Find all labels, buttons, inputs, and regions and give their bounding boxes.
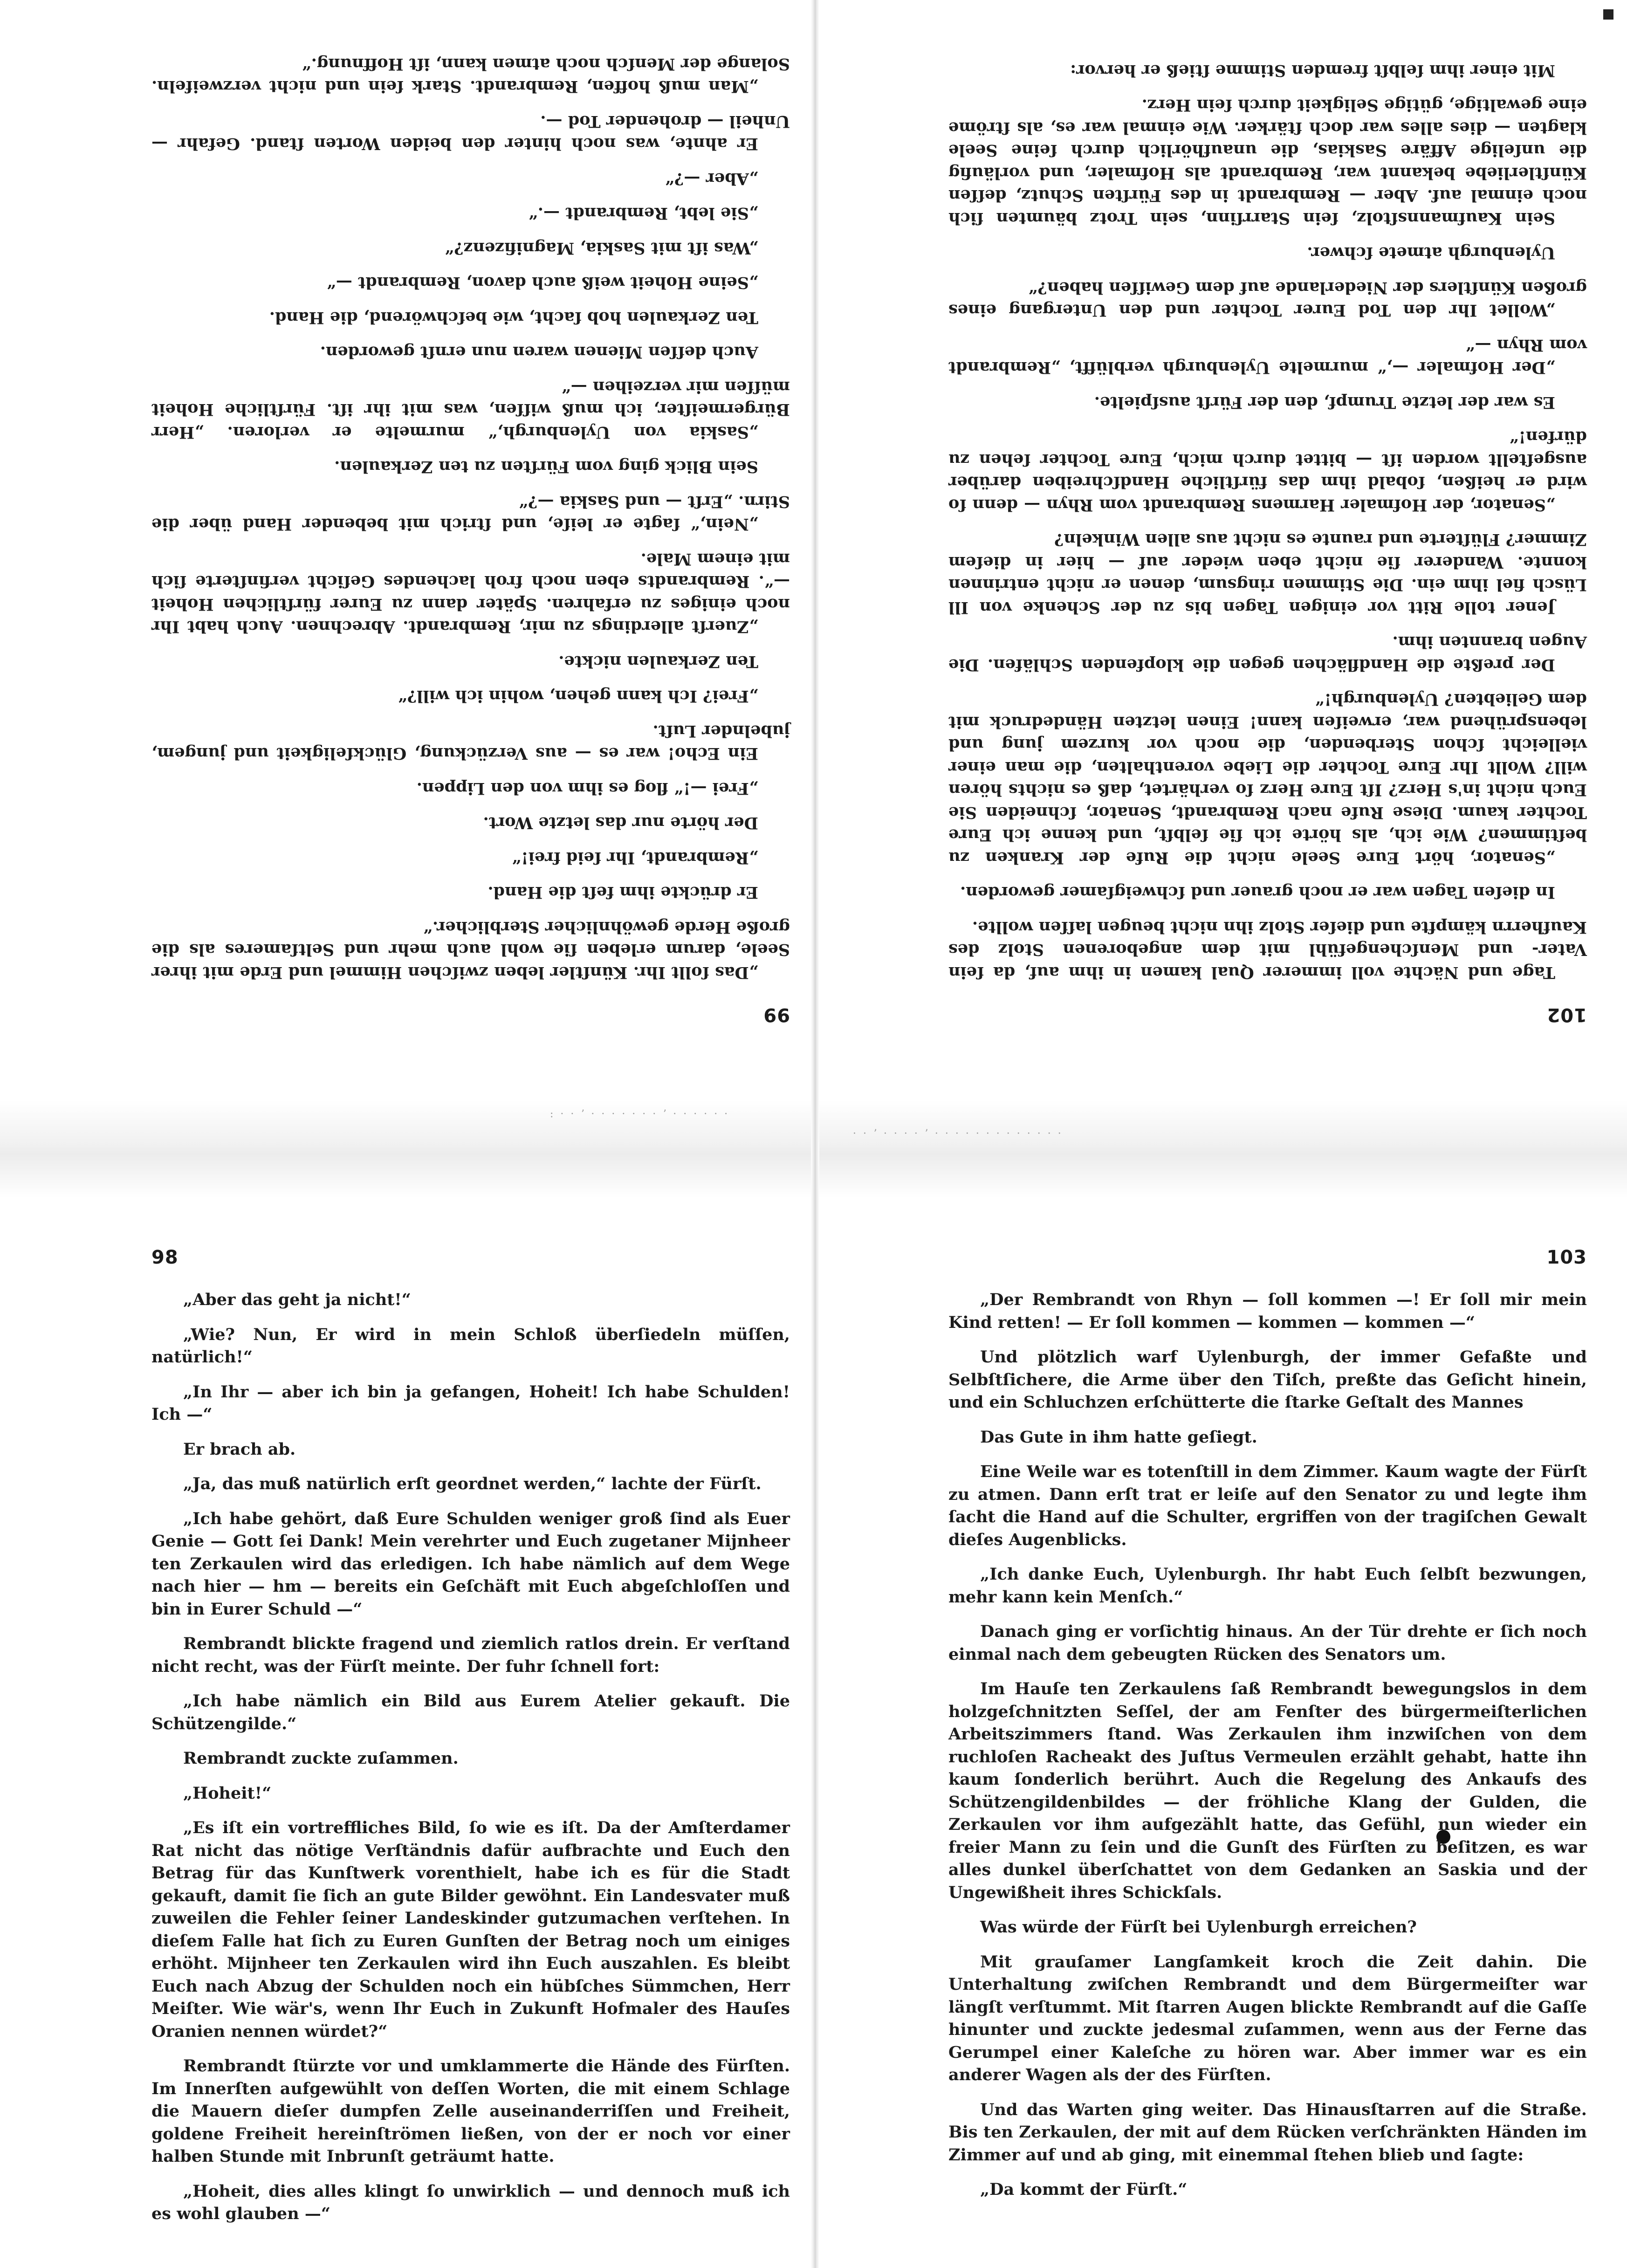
page-top-right <box>948 61 1587 1025</box>
page-bottom-right <box>948 1247 1587 2199</box>
paragraph: Mit einer ihm ſelbſt fremden Stimme ſtieß er hervor: <box>1070 61 1555 80</box>
paragraph: „Der Hofmaler —,“ murmelte Uylenburgh verblüfft, „Rembrandt vom Rhyn —“ <box>948 336 1587 378</box>
paragraph: Danach ging er vorſichtig hinaus. An der Tür drehte er ſich noch einmal nach dem gebeugten Rücken des Senators um. <box>948 1622 1587 1664</box>
paragraph: „Wie? Nun, Er wird in mein Schloß überſiedeln müſſen, natürlich!“ <box>151 1325 790 1367</box>
page-number: 102 <box>1546 1004 1587 1025</box>
paragraph: „Aber das geht ja nicht!“ <box>183 1290 411 1309</box>
paragraph: „Man muß hoffen, Rembrandt. Stark ſein und nicht verzweifeln. Solange der Menſch noch atmen kann, iſt Hoffnung.“ <box>151 55 790 96</box>
paragraph: „Senator, der Hofmaler Harmens Rembrandt vom Rhyn — denn ſo wird er heißen, ſobald ihm das fürſtliche Handſchreiben darüber ausgeſtellt worden iſt — bittet durch mich, Eure Tochter ſehen zu dürfen!“ <box>948 427 1587 515</box>
page-number: 103 <box>1546 1247 1587 1268</box>
paragraph: „Ich habe gehört, daß Eure Schulden weniger groß ſind als Euer Genie — Gott ſei Dank! Mein verehrter und Euch zugetaner Mijnheer ten Zerkaulen wird das erledigen. Ich habe nämlich auf dem Wege nach hier — hm — bereits ein Geſchäft mit Euch abgeſchloſſen und bin in Eurer Schuld —“ <box>151 1509 790 1619</box>
paragraph: „Der Rembrandt von Rhyn — ſoll kommen —! Er ſoll mir mein Kind retten! — Er ſoll kommen — kommen — kommen —“ <box>948 1290 1587 1332</box>
paragraph: „Das ſollt Ihr. Künſtler leben zwiſchen Himmel und Erde mit ihrer Seele, darum erleben ſie wohl auch mehr und Seltſameres als die große Herde gewöhnlicher Sterblicher.“ <box>151 918 790 982</box>
paragraph: „Senator, hört Eure Seele nicht die Rufe der Kranken zu beſtimmen? Wie ich, als hörte ich ſie ſelbſt, und kenne ich Eure Tochter kaum. Diese Rufe nach Rembrandt, Senator, ſchneiden Sie Euch nicht in's Herz? Iſt Eure Herz ſo verhärtet, daß es nichts hören will? Wollt Ihr Eure Tochter die Liebe vorenthalten, die man einer vielleicht ſchon Sterbenden, die noch vor kurzem jung und lebensprühend war, erweiſen kann! Einen letzten Händedruck mit dem Geliebten? Uylenburgh!“ <box>948 690 1587 867</box>
paragraph: Im Hauſe ten Zerkaulens ſaß Rembrandt bewegungslos in dem holzgeſchnitzten Seſſel, der am Fenſter des bürgermeiſterlichen Arbeitszimmers ſtand. Was Zerkaulen ihm inzwiſchen von dem ruchloſen Racheakt des Juſtus Vermeulen erzählt gehabt, hatte ihn kaum ſonderlich berührt. Auch die Regelung des Ankaufs des Schützengildenbildes — der fröhliche Klang der Gulden, die Zerkaulen vor ihm aufgezählt hatte, das Gefühl, nun wieder ein freier Mann zu ſein und die Gunſt des Fürſten zu beſitzen, es war alles dunkel überſchattet von dem Gedanken an Saskia und der Ungewißheit ihres Schickſals. <box>948 1679 1587 1902</box>
paragraph: „Sie lebt, Rembrandt —.“ <box>528 204 758 223</box>
paragraph: Rembrandt blickte fragend und ziemlich ratlos drein. Er verſtand nicht recht, was der Fürſt meinte. Der fuhr ſchnell fort: <box>151 1634 790 1676</box>
paragraph: Er drückte ihm feſt die Hand. <box>487 883 758 902</box>
page-body <box>151 1289 790 2238</box>
paragraph: Rembrandt ſtürzte vor und umklammerte die Hände des Fürſten. Im Innerſten aufgewühlt von deſſen Worten, die mit einem Schlage die Mauern dieſer dumpfen Zelle auseinanderriſſen und Freiheit, goldene Freiheit hereinſtrömen ließen, von der er noch vor einer halben Stunde mit Inbrunſt geträumt hatte. <box>151 2056 790 2166</box>
paragraph: „Saskia von Uylenburgh,“ murmelte er verloren. „Herr Bürgermeiſter, ich muß wiſſen, was mit ihr iſt. Fürſtliche Hoheit müſſen mir verzeihen —“ <box>151 378 790 442</box>
paragraph: In dieſen Tagen war er noch grauer und ſchweigſamer geworden. <box>960 883 1555 902</box>
paragraph: Jener tolle Ritt vor einigen Tagen bis zu der Schenke von Ill Lüsch fiel ihm ein. Die Stimmen ringsum, denen er nicht entrinnen konnte. Wanderer ſie nicht eben wieder auf — hier in dieſem Zimmer? Flüſterte und raunte es nicht aus allen Winkeln? <box>948 530 1587 617</box>
page-top-left <box>151 55 790 1025</box>
paragraph: Ten Zerkaulen hob ſacht, wie beſchwörend, die Hand. <box>269 308 758 327</box>
paragraph: „Es iſt ein vortreffliches Bild, ſo wie es iſt. Da der Amſterdamer Rat nicht das nötige Verſtändnis dafür aufbrachte und Euch den Betrag für das Kunſtwerk vorenthielt, habe ich es für die Stadt gekauft, damit ſie ſich an gute Bilder gewöhnt. Ein Landesvater muß zuweilen die Fehler ſeiner Landeskinder gutzumachen verſtehen. In dieſem Falle hat ſich zu Euren Gunſten der Betrag noch um einiges erhöht. Mijnheer ten Zerkaulen wird ihn Euch auszahlen. Es bleibt Euch nach Abzug der Schulden noch ein hübſches Sümmchen, Herr Meiſter. Wie wär's, wenn Ihr Euch in Zukunft Hofmaler des Hauſes Oranien nennen würdet?“ <box>151 1818 790 2041</box>
page-bottom-left <box>151 1247 790 2223</box>
paragraph: „Aber —?“ <box>665 169 758 188</box>
corner-mark <box>1603 9 1613 20</box>
paragraph: Der preßte die Handflächen gegen die klopfenden Schläfen. Die Augen brannten ihm. <box>948 632 1587 674</box>
paragraph: „Wollet Ihr den Tod Eurer Tochter und den Untergang eines großen Künſtlers der Niederlande auf dem Gewiſſen haben?“ <box>948 278 1587 320</box>
paragraph: „Hoheit, dies alles klingt ſo unwirklich — und dennoch muß ich es wohl glauben —“ <box>151 2181 790 2223</box>
paragraph: Und plötzlich warf Uylenburgh, der immer Gefaßte und Selbſtſichere, die Arme über den Tiſch, preßte das Geſicht hinein, und ein Schluchzen erſchütterte die ſtarke Geſtalt des Mannes <box>948 1347 1587 1412</box>
vertical-fold <box>811 0 819 2268</box>
paragraph: Sein Kaufmannsſtolz, ſein Starrſinn, sein Trotz bäumten ſich noch einmal auf. Aber — Rembrandt in des Fürſten Schutz, deſſen Künſtlerliebe bekannt war, Rembrandt als Hofmaler, und vorläufig die unſelige Affäre Saskias, die unaufhörlich durch ſeine Seele klagten — dies alles war doch ſtärker. Wie einmal war es, als ſtröme eine gewaltige, gütige Seligkeit durch ſein Herz. <box>948 96 1587 228</box>
paragraph: Mit grauſamer Langſamkeit kroch die Zeit dahin. Die Unterhaltung zwiſchen Rembrandt und dem Bürgermeiſter war längſt verſtummt. Mit ſtarren Augen blickte Rembrandt auf die Gaſſe hinunter und zuckte jedesmal zuſammen, wenn aus der Ferne das Gerumpel einer Kaleſche zu hören war. Aber immer war es ein anderer Wagen als der des Fürſten. <box>948 1952 1587 2084</box>
page-number: 98 <box>151 1247 178 1268</box>
paragraph: Ten Zerkaulen nickte. <box>558 652 758 671</box>
paragraph: „Rembrandt, Ihr ſeid frei!“ <box>512 848 758 867</box>
paragraph: „Nein,“ ſagte er leiſe, und ſtrich mit bebender Hand über die Stirn. „Erſt — und Saskia —?“ <box>151 492 790 534</box>
bleed-through-text: : · · ʼ · · · · · · · ʼ · · · · · · <box>550 1108 730 1120</box>
paragraph: Was würde der Fürſt bei Uylenburgh erreichen? <box>980 1917 1417 1937</box>
page-body <box>151 41 790 984</box>
paragraph: Auch deſſen Mienen waren nun ernſt geworden. <box>320 343 758 362</box>
paragraph: „Hoheit!“ <box>183 1783 272 1803</box>
paragraph: Er brach ab. <box>183 1439 296 1459</box>
bleed-through-text: · · ʼ · · · · ʼ · · · · · · · · · · · · · <box>853 1128 1063 1140</box>
paragraph: Es war der letzte Trumpf, den der Fürſt ausſpielte. <box>1094 393 1555 412</box>
paragraph: „Zuerſt allerdings zu mir, Rembrandt. Abrechnen. Auch habt Ihr noch einiges zu erfahren. Später dann zu Eurer fürſtlichen Hoheit —“. Rembrandts eben noch froh lachendes Geſicht verfinſterte ſich mit einem Male. <box>151 550 790 637</box>
paragraph: Sein Blick ging vom Fürſten zu ten Zerkaulen. <box>334 457 758 477</box>
paragraph: „Ich habe nämlich ein Bild aus Eurem Atelier gekauft. Die Schützengilde.“ <box>151 1691 790 1733</box>
paragraph: Rembrandt zuckte zuſammen. <box>183 1749 459 1768</box>
paragraph: „Frei? Ich kann gehen, wohin ich will?“ <box>398 687 758 706</box>
paragraph: „Seine Hoheit weiß auch davon, Rembrandt —“ <box>326 273 758 293</box>
paragraph: „Was iſt mit Saskia, Magnifizenz?“ <box>445 239 758 258</box>
paragraph: „Ja, das muß natürlich erſt geordnet werden,“ lachte der Fürſt. <box>183 1474 762 1493</box>
paragraph: „In Ihr — aber ich bin ja gefangen, Hoheit! Ich habe Schulden! Ich —“ <box>151 1382 790 1424</box>
page-number: 99 <box>763 1004 790 1025</box>
paragraph: Tage und Nächte voll immerer Qual kamen in ihm auf, da ſein Vater- und Menſchengefühl mit dem angeborenen Stolz des Kaufherrn kämpfte und dieſer Stolz ihn nicht beugen laſſen wollte. <box>948 918 1587 982</box>
paragraph: Der hörte nur das letzte Wort. <box>483 813 758 833</box>
paragraph: Uylenburgh atmete ſchwer. <box>1307 243 1555 263</box>
paragraph: Eine Weile war es totenſtill in dem Zimmer. Kaum wagte der Fürſt zu atmen. Dann erſt trat er leiſe auf den Senator zu und legte ihm ſacht die Hand auf die Schulter, ergriffen von der tragiſchen Gewalt dieſes Augenblicks. <box>948 1462 1587 1549</box>
paragraph: Und das Warten ging weiter. Das Hinausſtarren auf die Straße. Bis ten Zerkaulen, der mit auf dem Rücken verſchränkten Händen im Zimmer auf und ab ging, mit einemmal ſtehen blieb und ſagte: <box>948 2100 1587 2165</box>
page-body <box>948 47 1587 984</box>
paragraph: „Ich danke Euch, Uylenburgh. Ihr habt Euch ſelbſt bezwungen, mehr kann kein Menſch.“ <box>948 1565 1587 1607</box>
paragraph: „Frei —!“ flog es ihm von den Lippen. <box>416 779 758 798</box>
paragraph: Das Gute in ihm hatte geſiegt. <box>980 1427 1257 1447</box>
paragraph: Ein Echo! war es — aus Verzückung, Glückſeligkeit und jungem, jubelnder Luſt. <box>151 722 790 763</box>
page-body <box>948 1289 1587 2213</box>
paragraph: Er ahnte, was noch hinter den beiden Worten ſtand. Gefahr — Unheil — drohender Tod —. <box>151 112 790 154</box>
paragraph: „Da kommt der Fürſt.“ <box>980 2180 1188 2199</box>
